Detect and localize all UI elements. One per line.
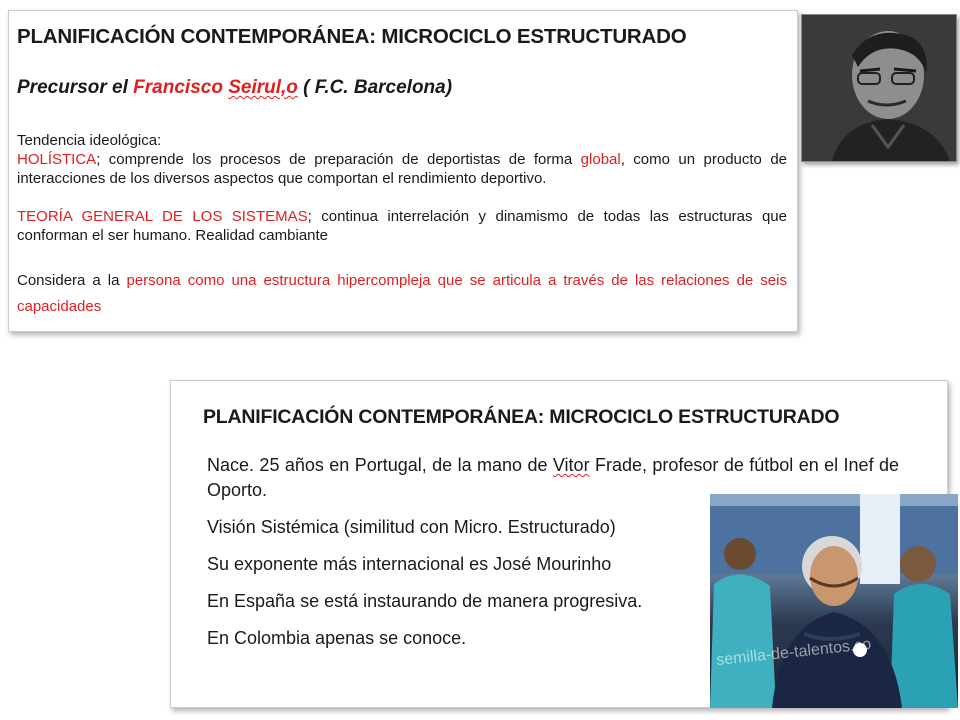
consider-highlight: persona como una estructura hipercompleja que se articula a través de las relaciones de seis capacidades xyxy=(17,272,787,315)
consider-paragraph xyxy=(17,268,787,320)
holistic-text-a: ; comprende los procesos de preparación de deportistas de forma xyxy=(96,151,581,168)
portrait-photo xyxy=(801,14,957,162)
slide-1 xyxy=(8,10,798,332)
item1-text-a: Nace. 25 años en Portugal, de la mano de xyxy=(207,455,553,475)
portrait-illustration xyxy=(802,15,956,161)
slide-1-body xyxy=(17,131,787,320)
slide-1-subtitle xyxy=(17,77,789,99)
subtitle-prefix: Precursor el xyxy=(17,77,134,98)
holistic-highlight: global xyxy=(580,151,621,168)
precursor-last-name: Seirul,o xyxy=(228,77,298,98)
holistic-text-b: , como un producto de interacciones de los diversos aspectos que comportan el rendimiento deportivo. xyxy=(17,151,788,187)
coach-illustration xyxy=(710,494,958,708)
systems-paragraph xyxy=(17,207,787,245)
slide-1-title: PLANIFICACIÓN CONTEMPORÁNEA: MICROCICLO ESTRUCTURADO xyxy=(17,25,687,48)
tendency-label: Tendencia ideológica: xyxy=(17,132,162,149)
item1-text-b: Frade, profesor de fútbol en el Inef de Oporto. xyxy=(207,455,899,500)
spacer xyxy=(17,245,787,264)
consider-text-a: Considera a la xyxy=(17,272,127,289)
list-item: Visión Sistémica (similitud con Micro. Estructurado) xyxy=(207,517,616,537)
spacer xyxy=(17,188,787,207)
list-item: En Colombia apenas se conoce. xyxy=(207,628,467,648)
holistic-term: HOLÍSTICA xyxy=(17,151,97,168)
subtitle-suffix: ( F.C. Barcelona) xyxy=(297,77,453,98)
slide-2-title: PLANIFICACIÓN CONTEMPORÁNEA: MICROCICLO ESTRUCTURADO xyxy=(203,406,840,428)
precursor-first-name: Francisco xyxy=(133,77,223,98)
photo-watermark: semilla-de-talentos.co xyxy=(715,635,873,670)
holistic-paragraph xyxy=(17,150,787,188)
list-item: Su exponente más internacional es José Mourinho xyxy=(207,554,612,574)
systems-term: TEORÍA GENERAL DE LOS SISTEMAS xyxy=(17,208,308,225)
list-item: En España se está instaurando de manera progresiva. xyxy=(207,591,643,611)
coach-photo xyxy=(710,494,958,708)
systems-text: ; continua interrelación y dinamismo de todas las estructuras que conforman el ser humano. Realidad cambiante xyxy=(17,208,787,244)
item1-name: Vitor xyxy=(552,455,590,475)
